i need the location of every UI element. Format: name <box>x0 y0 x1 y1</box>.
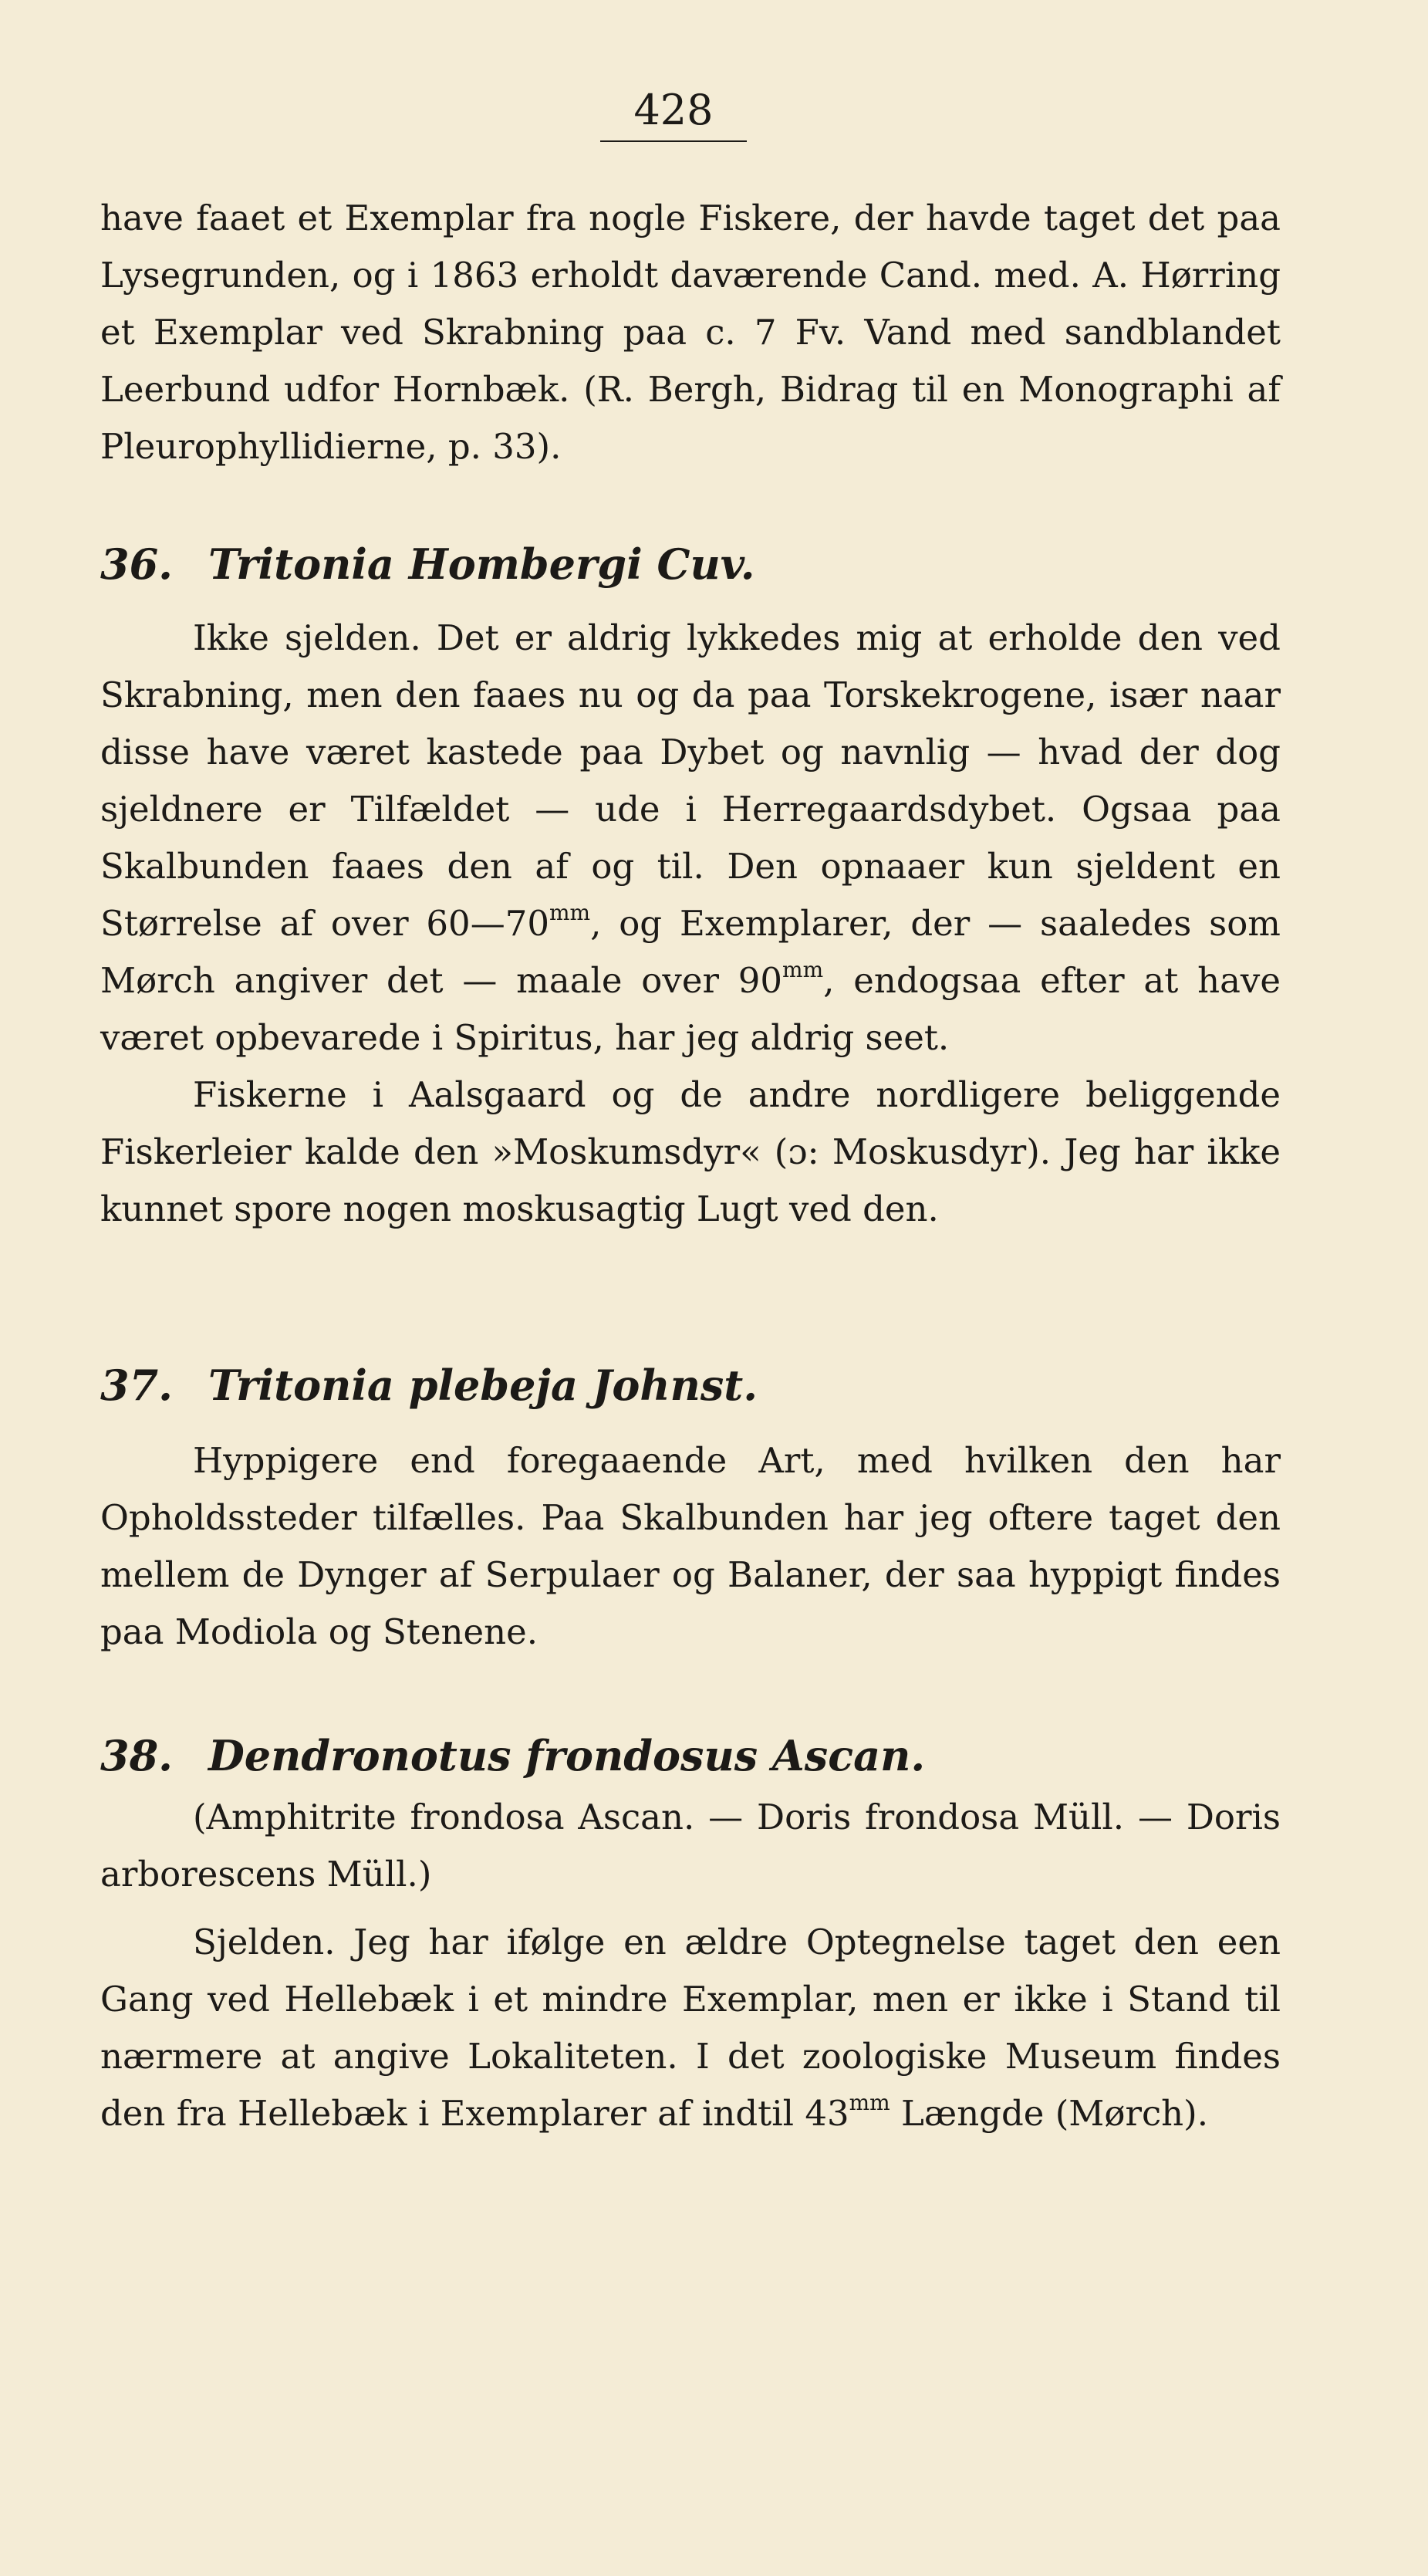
section-heading-37 <box>100 1358 1281 1412</box>
section-heading-38 <box>100 1729 1281 1783</box>
unit-superscript: mm <box>782 957 824 982</box>
section-number: 36. <box>100 539 173 589</box>
section-body-36 <box>100 610 1281 1238</box>
paragraph-36-1: Ikke sjelden. Det er aldrig lykkedes mig at erholde den ved Skrabning, men den faaes nu og da paa Torskekrogene, især naar disse have været kastede paa Dybet og navnlig — hvad der dog sjeldnere er Tilfældet — ude i Herregaardsdybet. Ogsaa paa Skalbunden faaes den af og til. Den opnaaer kun sjeldent en Størrelse af over $60—70^{mm}$, og Exemplarer, der — saaledes som Mørch angiver det — maale over $90^{mm}$, endogsaa efter at have været opbevarede i Spiritus, har jeg aldrig seet. <box>100 617 1281 1058</box>
page-number: 428 <box>600 83 747 142</box>
intro-block <box>100 190 1281 475</box>
species-name: Dendronotus frondosus Ascan. <box>208 1731 926 1780</box>
section-heading-36 <box>100 537 1281 591</box>
section-number: 38. <box>100 1731 173 1780</box>
species-name: Tritonia Hombergi Cuv. <box>208 539 755 589</box>
paragraph-38-synonyms: (Amphitrite frondosa Ascan. — Doris frondosa Müll. — Doris arborescens Müll.) <box>100 1797 1281 1895</box>
species-name: Tritonia plebeja Johnst. <box>208 1361 758 1410</box>
paragraph-38: Sjelden. Jeg har ifølge en ældre Optegnelse taget den een Gang ved Hellebæk i et mindre Exemplar, men er ikke i Stand til nærmere at angive Lokaliteten. I det zoologiske Museum findes den fra Hellebæk i Exemplarer af indtil $43^{mm}$ Længde (Mørch). <box>100 1922 1281 2134</box>
unit-superscript: mm <box>549 900 591 925</box>
paragraph-36-2: Fiskerne i Aalsgaard og de andre nordligere beliggende Fiskerleier kalde den »Moskumsdyr« (ɔ: Moskusdyr). Jeg har ikke kunnet spore nogen moskusagtig Lugt ved den. <box>100 1074 1281 1229</box>
section-body-37 <box>100 1432 1281 1661</box>
unit-superscript: mm <box>849 2090 890 2115</box>
paragraph-37: Hyppigere end foregaaende Art, med hvilken den har Opholdssteder tilfælles. Paa Skalbunden har jeg oftere taget den mellem de Dynger af Serpulaer og Balaner, der saa hyppigt findes paa Modiola og Stenene. <box>100 1440 1281 1652</box>
paragraph-intro: have faaet et Exemplar fra nogle Fiskere, der havde taget det paa Lysegrunden, og i 1863 erholdt daværende Cand. med. A. Hørring et Exemplar ved Skrabning paa c. 7 Fv. Vand med sandblandet Leerbund udfor Hornbæk. (R. Bergh, Bidrag til en Monographi af Pleurophyllidierne, p. 33). <box>100 198 1281 467</box>
section-body-38 <box>100 1789 1281 2142</box>
section-number: 37. <box>100 1361 173 1410</box>
